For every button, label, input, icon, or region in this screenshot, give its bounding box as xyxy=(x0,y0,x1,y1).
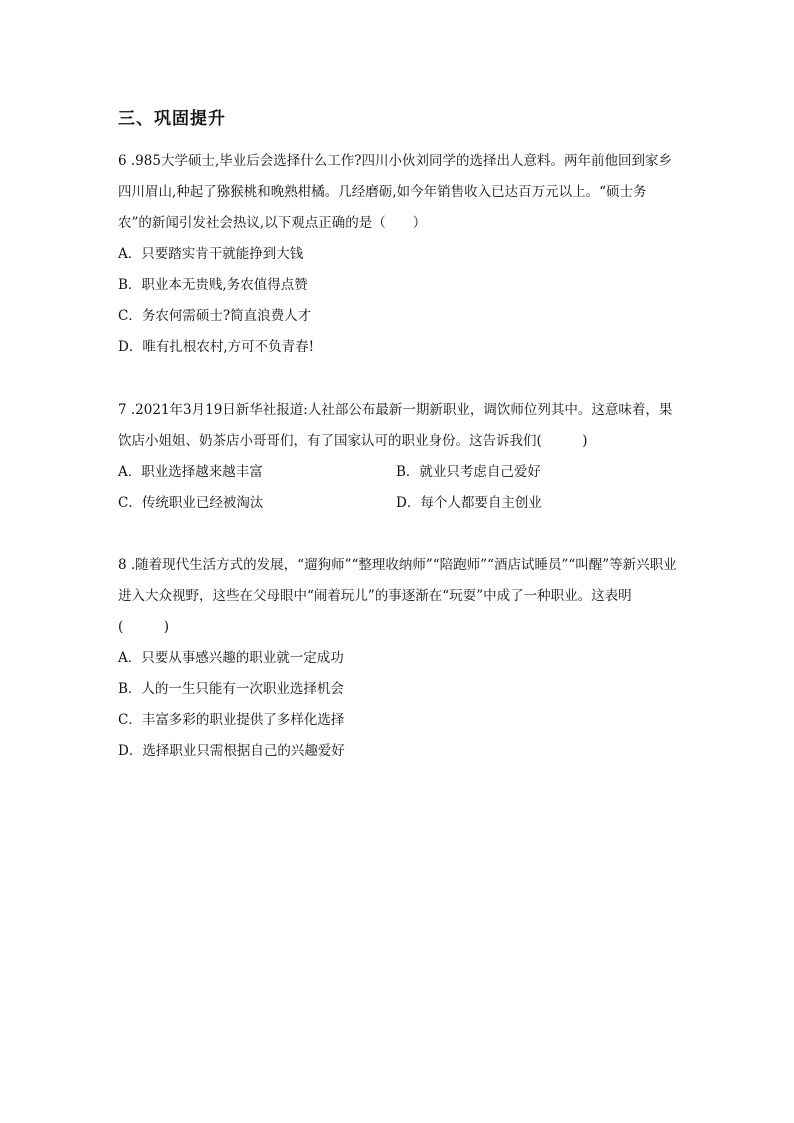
option-d: D．选择职业只需根据自己的兴趣爱好 xyxy=(118,743,345,759)
option-c: C．务农何需硕士?简直浪费人才 xyxy=(118,308,312,324)
question-stem: 6 .985大学硕士,毕业后会选择什么工作?四川小伙刘同学的选择出人意料。两年前他回到家乡四川眉山,种起了猕猴桃和晚熟柑橘。几经磨砺,如今年销售收入已达百万元以上。“硕士务农”的新闻引发社会热议,以下观点正确的是（ ） xyxy=(118,153,672,231)
option-a: A．只要从事感兴趣的职业就一定成功 xyxy=(118,650,344,666)
question-7 xyxy=(118,395,678,519)
option-row xyxy=(118,457,678,488)
option-row xyxy=(118,488,678,519)
option-b: B．就业只考虑自己爱好 xyxy=(396,464,541,480)
question-stem: 8 .随着现代生活方式的发展，“遛狗师”“整理收纳师”“陪跑师”“酒店试睡员”“叫醒”等新兴职业进入大众视野，这些在父母眼中“闹着玩儿”的事逐渐在“玩耍”中成了一种职业。这表明( ) xyxy=(118,557,677,635)
option-c: C．传统职业已经被淘汰 xyxy=(118,495,264,511)
option-a: A．只要踏实肯干就能挣到大钱 xyxy=(118,246,304,262)
option-b: B．人的一生只能有一次职业选择机会 xyxy=(118,681,344,697)
question-6 xyxy=(118,146,678,363)
option-d: D．唯有扎根农村,方可不负青春! xyxy=(118,339,315,355)
option-c: C．丰富多彩的职业提供了多样化选择 xyxy=(118,712,345,728)
option-a: A．职业选择越来越丰富 xyxy=(118,464,263,480)
section-title: 三、巩固提升 xyxy=(118,109,226,129)
option-d: D．每个人都要自主创业 xyxy=(396,495,542,511)
option-b: B．职业本无贵贱,务农值得点赞 xyxy=(118,277,308,293)
question-8 xyxy=(118,550,678,767)
question-stem: 7 .2021年3月19日新华社报道:人社部公布最新一期新职业，调饮师位列其中。这意味着，果饮店小姐姐、奶茶店小哥哥们，有了国家认可的职业身份。这告诉我们( ) xyxy=(118,402,673,449)
